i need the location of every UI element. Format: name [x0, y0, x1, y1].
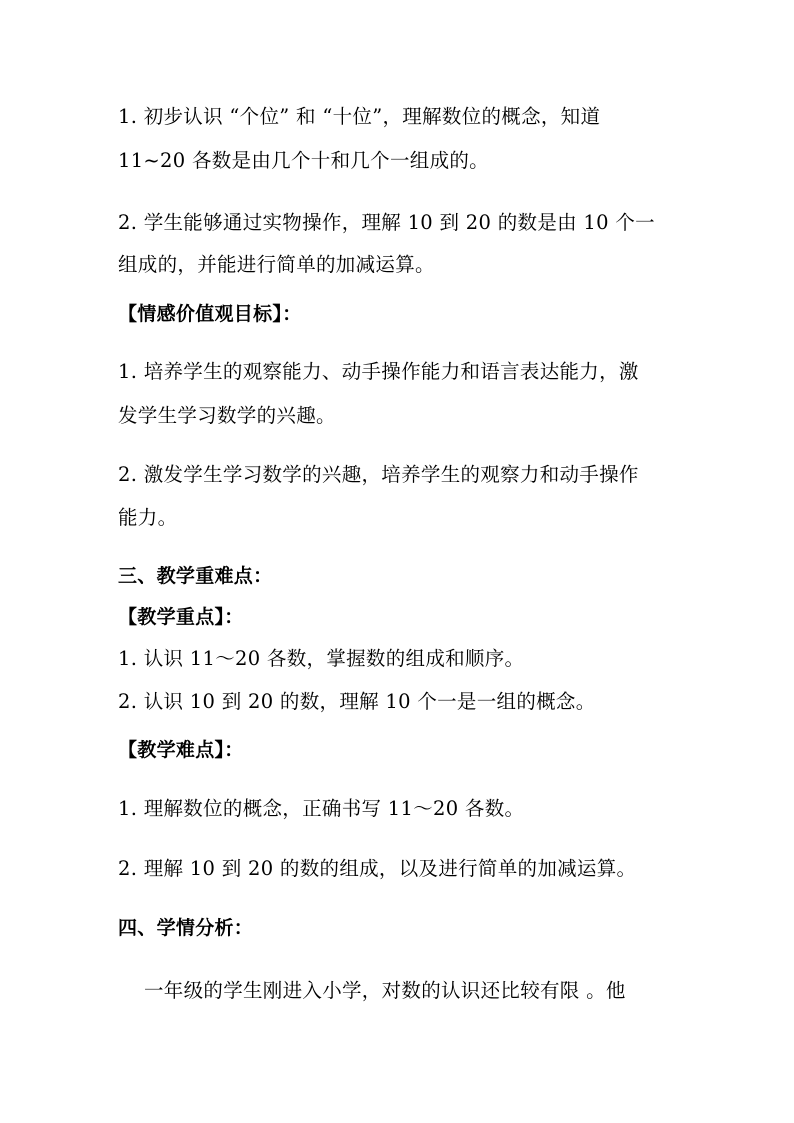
knowledge-goal-2-line-1: 2. 学生能够通过实物操作，理解 10 到 20 的数是由 10 个一 — [118, 211, 655, 234]
knowledge-goal-2-line-2: 组成的，并能进行简单的加减运算。 — [118, 253, 435, 276]
difficulties-heading: 【教学难点】： — [118, 739, 244, 761]
key-point-1: 1. 认识 11～20 各数，掌握数的组成和顺序。 — [118, 647, 525, 670]
emotion-goal-2-line-1: 2. 激发学生学习数学的兴趣，培养学生的观察力和动手操作 — [118, 463, 639, 486]
emotion-goals-heading: 【情感价值观目标】： — [118, 303, 302, 325]
knowledge-goal-1-line-1: 1. 初步认识 “个位” 和 “十位”，理解数位的概念，知道 — [118, 105, 601, 128]
difficulty-2: 2. 理解 10 到 20 的数的组成，以及进行简单的加减运算。 — [118, 857, 637, 880]
emotion-goal-2-line-2: 能力。 — [118, 506, 178, 529]
difficulty-1: 1. 理解数位的概念，正确书写 11～20 各数。 — [118, 797, 525, 820]
emotion-goal-1-line-1: 1. 培养学生的观察能力、动手操作能力和语言表达能力，激 — [118, 360, 639, 383]
knowledge-goal-1-line-2: 11~20 各数是由几个十和几个一组成的。 — [118, 149, 489, 172]
key-point-2: 2. 认识 10 到 20 的数，理解 10 个一是一组的概念。 — [118, 690, 596, 713]
key-points-heading: 【教学重点】： — [118, 606, 244, 628]
student-analysis-paragraph-line-1: 一年级的学生刚进入小学，对数的认识还比较有限 。他 — [118, 979, 626, 1002]
emotion-goal-1-line-2: 发学生学习数学的兴趣。 — [118, 404, 336, 427]
section-3-heading: 三、教学重难点： — [118, 565, 273, 587]
section-4-heading: 四、学情分析： — [118, 917, 254, 939]
